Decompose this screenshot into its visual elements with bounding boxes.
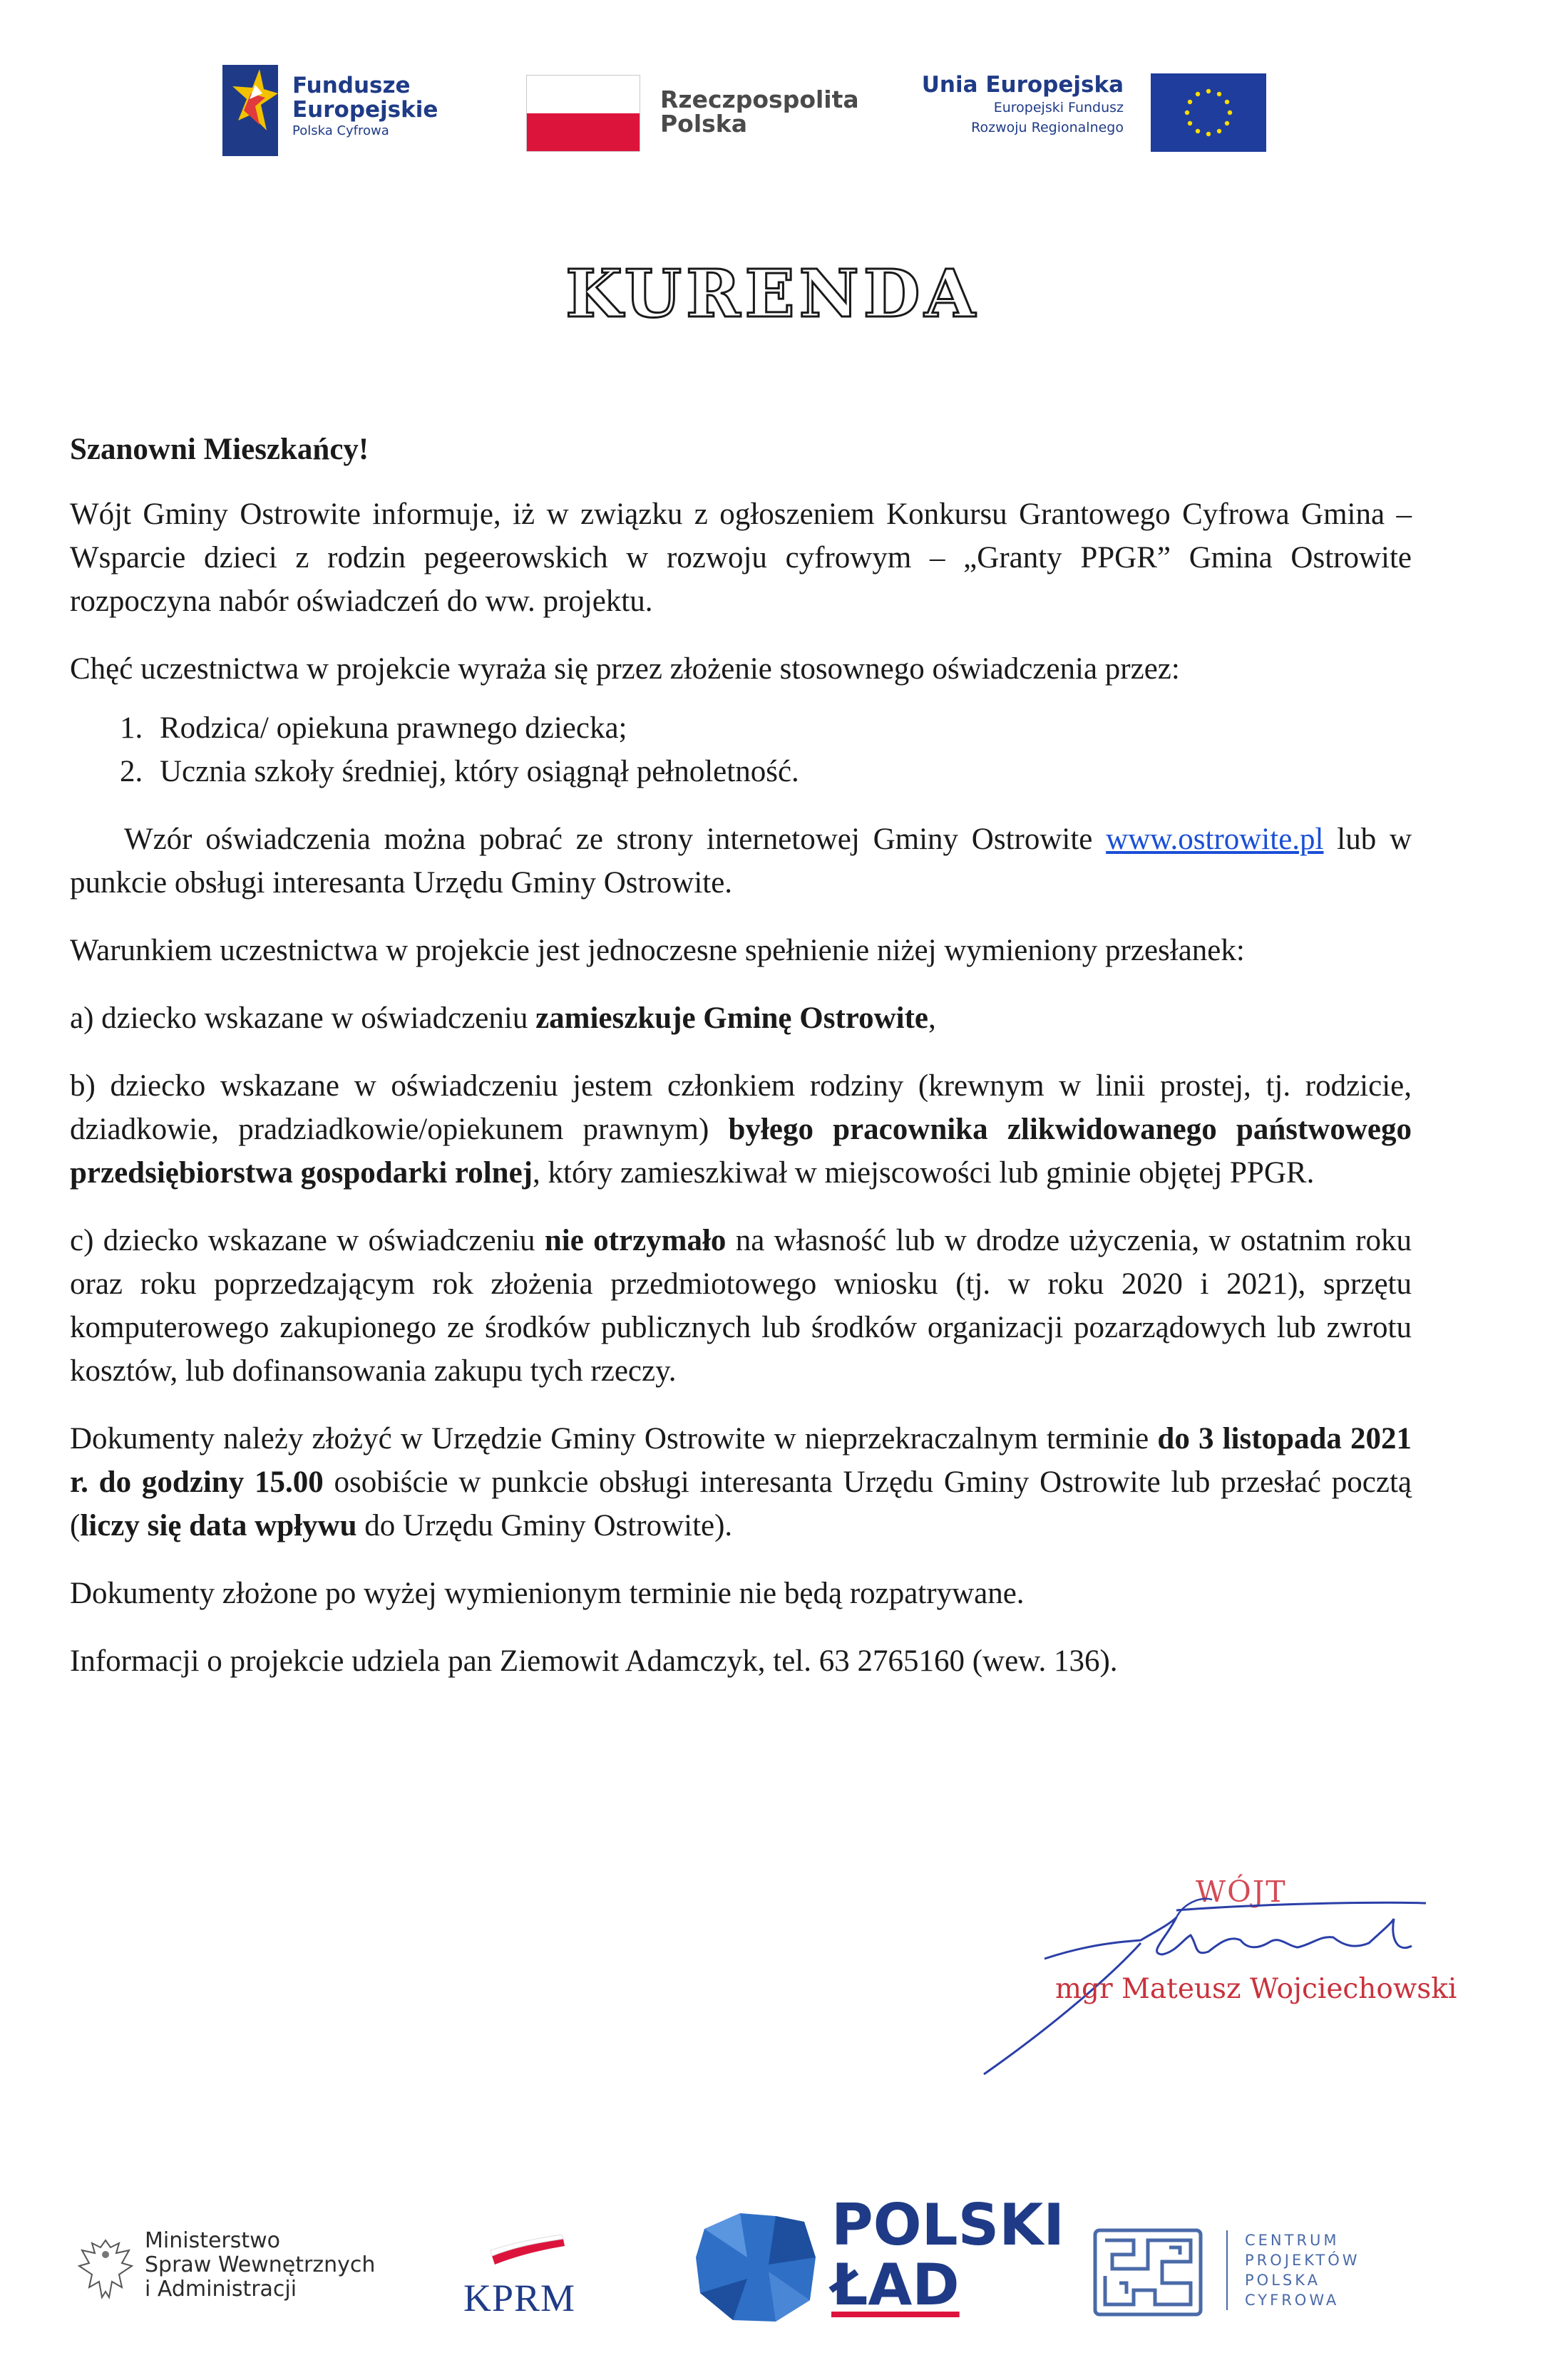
mswia-line1: Ministerstwo	[145, 2228, 281, 2253]
eu-line1: Unia Europejska	[921, 72, 1124, 98]
condition-a-bold: zamieszkuje Gminę Ostrowite	[535, 1001, 928, 1035]
rp-line2: Polska	[660, 110, 748, 138]
fundusze-europejskie-star-icon	[222, 65, 278, 156]
cppc-line3: POLSKA	[1245, 2272, 1320, 2289]
paragraph-intro: Wójt Gminy Ostrowite informuje, iż w związku z ogłoszeniem Konkursu Grantowego Cyfrowa Gmina – Wsparcie dzieci z rodzin pegeerowskich w rozwoju cyfrowym – „Granty PPGR” Gmina Ostrowite rozpoczyna nabór oświadczeń do ww. projektu.	[70, 498, 1412, 618]
list-item-number: 2.	[120, 755, 143, 788]
plad-line1: POLSKI	[831, 2192, 1064, 2258]
fundusze-europejskie-text	[292, 73, 438, 140]
signature-block	[841, 1875, 1469, 2081]
header-logos	[0, 61, 1545, 168]
fe-line3: Polska Cyfrowa	[292, 123, 389, 138]
condition-c	[70, 1219, 1412, 1393]
kprm-text: KPRM	[463, 2277, 576, 2319]
website-link[interactable]: www.ostrowite.pl	[1106, 823, 1324, 856]
paragraph-download	[70, 818, 1412, 905]
polish-eagle-icon	[75, 2235, 136, 2303]
condition-c-text: c) dziecko wskazane w oświadczeniu	[70, 1224, 545, 1257]
rzeczpospolita-polska-logo	[526, 75, 859, 153]
polski-lad-map-icon	[690, 2200, 818, 2329]
greeting: Szanowni Mieszkańcy!	[70, 433, 369, 466]
condition-b-bold: byłego pracownika zlikwidowanego państwowego przedsiębiorstwa gospodarki rolnej	[70, 1113, 1412, 1190]
condition-a-end: ,	[928, 1001, 936, 1035]
deadline-text-3: do Urzędu Gminy Ostrowite).	[356, 1509, 733, 1542]
rzeczpospolita-text	[660, 88, 859, 136]
stamp-name: mgr Mateusz Wojciechowski	[1055, 1973, 1457, 2005]
fundusze-europejskie-logo	[222, 61, 443, 160]
eu-line3: Rozwoju Regionalnego	[971, 120, 1124, 135]
paragraph-conditions: Warunkiem uczestnictwa w projekcie jest jednoczesne spełnienie niżej wymieniony przesłanek:	[70, 934, 1245, 967]
paragraph-participation: Chęć uczestnictwa w projekcie wyraża się przez złożenie stosownego oświadczenia przez:	[70, 652, 1180, 686]
deadline-text-1: Dokumenty należy złożyć w Urzędzie Gminy Ostrowite w nieprzekraczalnym terminie	[70, 1422, 1158, 1456]
list-item	[70, 706, 1412, 750]
unia-europejska-logo	[921, 65, 1266, 158]
paragraph-deadline	[70, 1417, 1412, 1547]
eu-flag-icon	[1151, 73, 1266, 152]
cppc-line4: CYFROWA	[1245, 2292, 1340, 2309]
cppc-line2: PROJEKTÓW	[1245, 2252, 1360, 2269]
list-item-number: 1.	[120, 711, 143, 745]
mswia-line3: i Administracji	[145, 2277, 297, 2302]
document-body	[70, 428, 1412, 1707]
cppc-line1: CENTRUM	[1245, 2232, 1340, 2249]
document-title: KURENDA	[565, 255, 980, 332]
eu-line2: Europejski Fundusz	[993, 100, 1124, 115]
deadline-bold-receipt: liczy się data wpływu	[80, 1509, 357, 1542]
condition-b	[70, 1064, 1412, 1195]
condition-a	[70, 996, 1412, 1040]
footer-logos	[0, 2192, 1545, 2349]
mswia-logo	[75, 2229, 403, 2314]
list-item	[70, 750, 1412, 793]
centrum-projektow-logo	[1091, 2226, 1390, 2319]
stamp-title: WÓJT	[1196, 1875, 1287, 1909]
download-text-before: Wzór oświadczenia można pobrać ze strony internetowej Gminy Ostrowite	[124, 823, 1093, 856]
condition-b-text: b) dziecko wskazane w oświadczeniu jestem członkiem rodziny (krewnym w linii prostej, tj. rodzicie, dziadkowie, pradziadkowie/opiekunem prawnym)	[70, 1069, 1412, 1146]
circuit-maze-icon	[1091, 2226, 1205, 2319]
condition-c-bold: nie otrzymało	[544, 1224, 727, 1257]
polish-flag-icon	[526, 75, 640, 152]
download-text-after: lub w punkcie obsługi interesanta Urzędu Gminy Ostrowite.	[70, 823, 1412, 900]
kprm-logo	[463, 2235, 606, 2319]
list-item-text: Rodzica/ opiekuna prawnego dziecka;	[160, 711, 627, 745]
mswia-line2: Spraw Wewnętrznych	[145, 2252, 376, 2277]
centrum-projektow-text	[1226, 2230, 1360, 2310]
deadline-text-2: osobiście w punkcie obsługi interesanta Urzędu Gminy Ostrowite lub przesłać pocztą (	[70, 1465, 1412, 1542]
paragraph-contact: Informacji o projekcie udziela pan Ziemowit Adamczyk, tel. 63 2765160 (wew. 136).	[70, 1644, 1118, 1678]
paragraph-late-documents: Dokumenty złożone po wyżej wymienionym terminie nie będą rozpatrywane.	[70, 1577, 1025, 1610]
condition-b-end: , który zamieszkiwał w miejscowości lub gminie objętej PPGR.	[533, 1156, 1315, 1190]
fe-line1: Fundusze	[292, 73, 411, 98]
participant-list	[70, 706, 1412, 793]
plad-line2: ŁAD	[831, 2252, 960, 2318]
condition-c-end: na własność lub w drodze użyczenia, w ostatnim roku oraz roku poprzedzającym rok złożenia przedmiotowego wniosku (tj. w roku 2020 i 2021), sprzętu komputerowego zakupionego ze środków publicznych lub środków organizacji pozarządowych lub zwrotu kosztów, lub dofinansowania zakupu tych rzeczy.	[70, 1224, 1412, 1388]
kprm-flag-icon	[485, 2235, 570, 2270]
polski-lad-logo	[690, 2192, 1064, 2342]
mswia-text	[145, 2229, 375, 2302]
unia-europejska-text	[922, 72, 1124, 138]
deadline-bold-date: do 3 listopada 2021 r. do godziny 15.00	[70, 1422, 1412, 1499]
rp-line1: Rzeczpospolita	[660, 86, 859, 113]
condition-a-text: a) dziecko wskazane w oświadczeniu	[70, 1001, 536, 1035]
list-item-text: Ucznia szkoły średniej, który osiągnął pełnoletność.	[160, 755, 799, 788]
polski-lad-text	[831, 2192, 1064, 2318]
fe-line2: Europejskie	[292, 97, 438, 123]
